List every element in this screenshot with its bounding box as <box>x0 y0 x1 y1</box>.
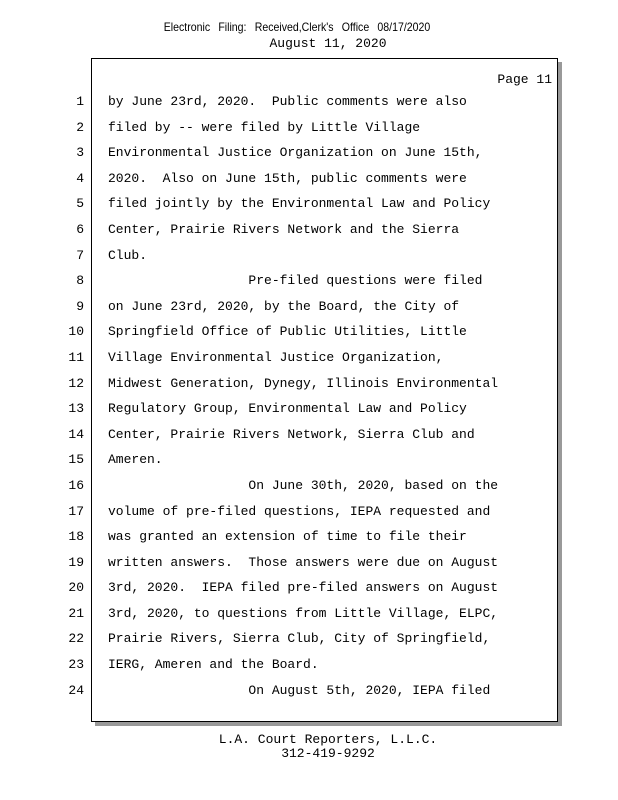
transcript-line <box>0 678 618 704</box>
transcript-line <box>0 575 618 601</box>
line-number: 1 <box>76 94 84 109</box>
transcript-line <box>0 473 618 499</box>
line-text: Center, Prairie Rivers Network and the Sierra <box>108 221 460 237</box>
court-reporter-phone: 312-419-9292 <box>281 746 375 761</box>
line-text: filed by -- were filed by Little Village <box>108 119 421 135</box>
line-number: 4 <box>76 170 84 186</box>
line-number: 19 <box>68 554 84 570</box>
line-text: volume of pre-filed questions, IEPA requested and <box>108 503 491 519</box>
transcript-line <box>0 191 618 217</box>
line-number: 3 <box>76 145 84 161</box>
line-number: 12 <box>68 375 84 391</box>
transcript-line <box>0 319 618 345</box>
line-text: On August 5th, 2020, IEPA filed <box>108 682 491 698</box>
line-number: 11 <box>68 349 84 365</box>
line-text: Springfield Office of Public Utilities, Little <box>108 324 467 340</box>
line-text: Ameren. <box>108 452 163 468</box>
line-number: 10 <box>68 324 84 340</box>
line-text: 3rd, 2020, to questions from Little Village, ELPC, <box>108 605 499 621</box>
line-number: 6 <box>76 221 84 237</box>
line-number: 13 <box>68 401 84 417</box>
line-text: Prairie Rivers, Sierra Club, City of Springfield, <box>108 631 491 647</box>
hearing-date: August 11, 2020 <box>269 36 387 51</box>
transcript-line <box>0 268 618 294</box>
line-text: filed jointly by the Environmental Law and Policy <box>108 196 491 212</box>
transcript-line <box>0 524 618 550</box>
line-text: On June 30th, 2020, based on the <box>108 477 499 493</box>
line-text: Midwest Generation, Dynegy, Illinois Environmental <box>108 375 499 391</box>
page-number: Page 11 <box>497 72 552 87</box>
line-text: Environmental Justice Organization on June 15th, <box>108 145 483 161</box>
line-number: 18 <box>68 529 84 545</box>
transcript-line <box>0 626 618 652</box>
line-number: 20 <box>68 580 84 596</box>
transcript-line <box>0 345 618 371</box>
line-number: 5 <box>76 196 84 212</box>
line-text: IERG, Ameren and the Board. <box>108 657 319 673</box>
transcript-line <box>0 294 618 320</box>
line-number: 9 <box>76 298 84 314</box>
transcript-line <box>0 499 618 525</box>
transcript-line <box>0 652 618 678</box>
transcript-line <box>0 396 618 422</box>
transcript-line <box>0 89 618 115</box>
line-text: Club. <box>108 247 148 263</box>
court-reporter-name: L.A. Court Reporters, L.L.C. <box>218 732 438 747</box>
line-number: 7 <box>76 247 84 263</box>
line-text: 2020. Also on June 15th, public comments were <box>108 170 467 186</box>
line-text: Village Environmental Justice Organization, <box>108 349 444 365</box>
transcript-line <box>0 371 618 397</box>
transcript-line <box>0 422 618 448</box>
line-text: Pre-filed questions were filed <box>108 273 483 289</box>
transcript-line <box>0 217 618 243</box>
line-text: by June 23rd, 2020. Public comments were also <box>108 94 467 109</box>
transcript-line <box>0 140 618 166</box>
line-number: 8 <box>76 273 84 289</box>
transcript-lines <box>0 89 618 703</box>
line-number: 2 <box>76 119 84 135</box>
line-text: written answers. Those answers were due on August <box>108 554 499 570</box>
line-number: 17 <box>68 503 84 519</box>
line-number: 24 <box>68 682 84 698</box>
line-text: Center, Prairie Rivers Network, Sierra Club and <box>108 426 475 442</box>
footer <box>0 733 618 761</box>
filing-stamp: Electronic Filing: Received,Clerk's Office 08/17/2020 <box>163 20 431 34</box>
line-text: 3rd, 2020. IEPA filed pre-filed answers on August <box>108 580 499 596</box>
line-text: Regulatory Group, Environmental Law and Policy <box>108 401 467 417</box>
line-text: was granted an extension of time to file their <box>108 529 467 545</box>
transcript-line <box>0 550 618 576</box>
transcript-line <box>0 243 618 269</box>
transcript-line <box>0 447 618 473</box>
transcript-line <box>0 115 618 141</box>
line-number: 15 <box>68 452 84 468</box>
line-number: 14 <box>68 426 84 442</box>
line-number: 16 <box>68 477 84 493</box>
transcript-line <box>0 601 618 627</box>
line-number: 23 <box>68 657 84 673</box>
transcript-line <box>0 166 618 192</box>
line-number: 22 <box>68 631 84 647</box>
line-number: 21 <box>68 605 84 621</box>
line-text: on June 23rd, 2020, by the Board, the City of <box>108 298 460 314</box>
